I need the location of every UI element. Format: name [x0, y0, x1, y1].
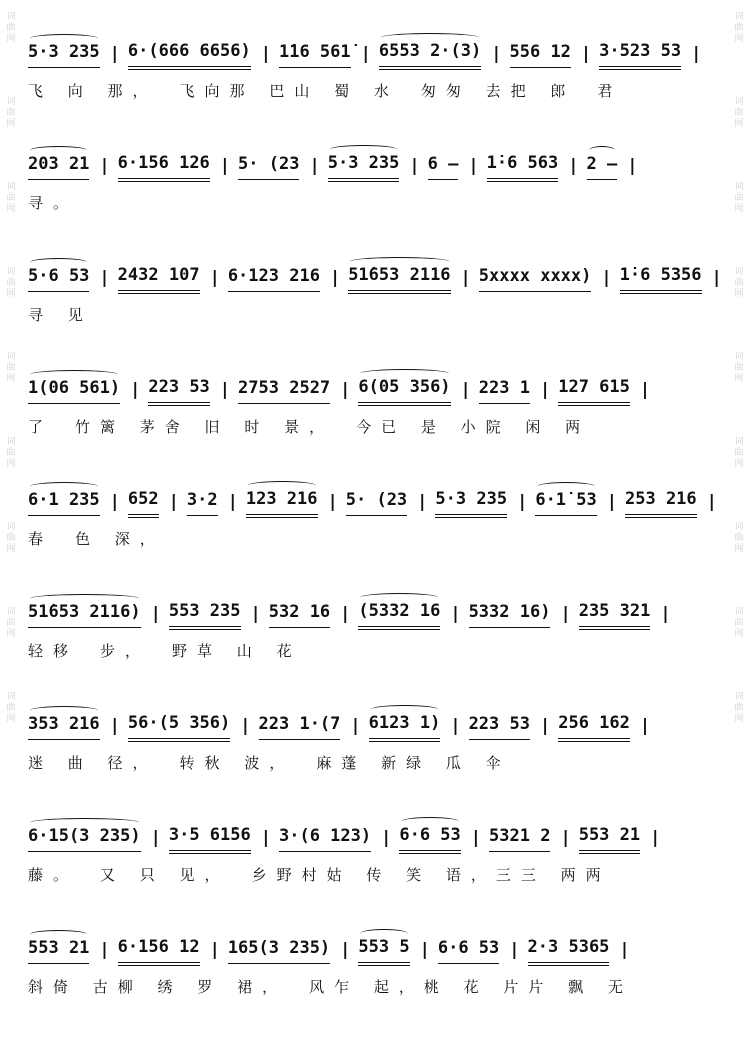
- watermark-char: 词: [6, 267, 16, 277]
- barline: |: [168, 492, 179, 512]
- barline: |: [340, 604, 351, 624]
- barline: |: [109, 44, 120, 64]
- watermark-char: 网: [734, 629, 744, 639]
- measure: 6·123 216: [228, 264, 320, 292]
- lyric-segment: 迷 曲 径，: [28, 754, 158, 772]
- notation-line: [28, 376, 720, 404]
- measure: 5·3 235: [435, 487, 507, 518]
- barline: |: [450, 604, 461, 624]
- barline: |: [460, 380, 471, 400]
- watermark-group: [6, 12, 15, 45]
- measure: 6(05 356): [358, 375, 450, 406]
- measure: (5332 16: [358, 599, 440, 630]
- barline: |: [309, 156, 320, 176]
- measure: 223 53: [469, 712, 530, 740]
- watermark-group: [6, 437, 15, 470]
- watermark-char: 网: [6, 119, 16, 129]
- measure: 5· (23: [238, 152, 299, 180]
- barline: |: [350, 716, 361, 736]
- notation-line: [28, 824, 720, 852]
- watermark-char: 曲: [6, 363, 16, 373]
- watermark-group: [734, 12, 743, 45]
- barline: |: [706, 492, 717, 512]
- barline: |: [109, 492, 120, 512]
- lyrics-line: [28, 528, 720, 552]
- measure: 5332 16): [469, 600, 551, 628]
- lyric-segment: 斜倚 古柳 绣 罗 裙，: [28, 978, 288, 996]
- measure: 556 12: [510, 40, 571, 68]
- watermark-char: 网: [6, 459, 16, 469]
- lyrics-line: [28, 416, 720, 440]
- barline: |: [99, 156, 110, 176]
- lyrics-line: [28, 864, 720, 888]
- barline: |: [560, 604, 571, 624]
- barline: |: [99, 940, 110, 960]
- watermark-group: [734, 352, 743, 385]
- barline: |: [360, 44, 371, 64]
- barline: |: [517, 492, 528, 512]
- measure: 553 21: [28, 936, 89, 964]
- watermark-char: 曲: [6, 618, 16, 628]
- watermark-group: [6, 352, 15, 385]
- barline: |: [568, 156, 579, 176]
- watermark-char: 曲: [734, 703, 744, 713]
- notation-line: [28, 712, 720, 740]
- measure: 223 53: [148, 375, 209, 406]
- measure: 1(06 561): [28, 376, 120, 404]
- notation-line: [28, 152, 720, 180]
- measure: 2753 2527: [238, 376, 330, 404]
- barline: |: [470, 828, 482, 848]
- notation-line: [28, 600, 720, 628]
- watermark-char: 曲: [6, 533, 16, 543]
- watermark-char: 词: [6, 522, 16, 532]
- watermark-char: 曲: [6, 703, 16, 713]
- barline: |: [340, 380, 351, 400]
- measure: 6·6 53: [399, 823, 460, 854]
- barline: |: [491, 44, 502, 64]
- lyric-segment: 飞向那 巴山 蜀 水: [179, 82, 399, 100]
- barline: |: [109, 716, 120, 736]
- measure: 235 321: [579, 599, 651, 630]
- watermark-char: 曲: [734, 278, 744, 288]
- measure: 5xxxx xxxx): [479, 264, 592, 292]
- measure: 2 –: [587, 152, 618, 180]
- watermark-char: 词: [734, 12, 744, 22]
- watermark-char: 词: [734, 182, 744, 192]
- barline: |: [240, 716, 251, 736]
- watermark-group: [6, 182, 15, 215]
- barline: |: [460, 268, 471, 288]
- watermark-right: [728, 0, 750, 1025]
- lyric-segment: 春: [28, 530, 54, 548]
- watermark-char: 词: [734, 267, 744, 277]
- measure: 3·5 61̇56: [169, 823, 251, 854]
- lyrics-line: [28, 304, 720, 328]
- lyric-segment: 步，: [100, 642, 151, 660]
- watermark-group: [734, 607, 743, 640]
- measure: 127 615: [558, 375, 630, 406]
- watermark-char: 词: [6, 182, 16, 192]
- score-system: [28, 264, 720, 364]
- lyrics-line: [28, 752, 720, 776]
- measure: 2432 107: [118, 263, 200, 294]
- barline: |: [450, 716, 461, 736]
- lyric-segment: 麻蓬 新绿 瓜 伞: [316, 754, 511, 772]
- watermark-char: 词: [6, 437, 16, 447]
- score-system: [28, 376, 720, 476]
- measure: 123 216: [246, 487, 318, 518]
- notation-line: [28, 40, 720, 68]
- measure: 532 16: [269, 600, 330, 628]
- measure: 6·6 53: [438, 936, 499, 964]
- watermark-char: 网: [734, 459, 744, 469]
- watermark-char: 网: [734, 289, 744, 299]
- watermark-char: 词: [734, 97, 744, 107]
- measure: 5·6 53: [28, 264, 89, 292]
- lyrics-line: [28, 80, 720, 104]
- measure: 6·1̇ 53: [535, 488, 596, 516]
- measure: 1̇·6 5356: [620, 263, 702, 294]
- measure: 6·15(3 235): [28, 824, 141, 852]
- barline: |: [639, 380, 651, 400]
- barline: |: [250, 604, 261, 624]
- lyric-segment: 藤。: [28, 866, 79, 884]
- watermark-group: [6, 607, 15, 640]
- watermark-group: [734, 692, 743, 725]
- measure: 256 162: [558, 711, 630, 742]
- watermark-char: 曲: [6, 278, 16, 288]
- notation-line: [28, 936, 720, 964]
- watermark-char: 词: [734, 352, 744, 362]
- barline: |: [691, 44, 702, 64]
- barline: |: [417, 492, 428, 512]
- barline: |: [539, 380, 551, 400]
- watermark-group: [734, 267, 743, 300]
- measure: 553 235: [169, 599, 241, 630]
- barline: |: [650, 828, 661, 848]
- measure: 3·(6 123): [279, 824, 371, 852]
- notation-line: [28, 488, 720, 516]
- watermark-char: 曲: [734, 618, 744, 628]
- score-system: [28, 936, 720, 1036]
- measure: 5·3 235: [28, 40, 100, 68]
- watermark-char: 网: [6, 374, 16, 384]
- barline: |: [130, 380, 141, 400]
- watermark-char: 网: [734, 34, 744, 44]
- barline: |: [409, 156, 420, 176]
- barline: |: [601, 268, 612, 288]
- watermark-char: 曲: [6, 23, 16, 33]
- measure: 5·3 235: [328, 151, 400, 182]
- measure: 5321 2: [489, 824, 550, 852]
- watermark-char: 网: [734, 714, 744, 724]
- watermark-char: 网: [734, 119, 744, 129]
- measure: 6553 2·(3): [379, 39, 481, 70]
- measure: 1̇16 561̇: [279, 40, 351, 68]
- measure: 223 1: [479, 376, 530, 404]
- barline: |: [327, 492, 338, 512]
- measure: 553 21: [579, 823, 640, 854]
- barline: |: [660, 604, 671, 624]
- barline: |: [639, 716, 651, 736]
- measure: 56·(5 356): [128, 711, 230, 742]
- watermark-char: 曲: [6, 193, 16, 203]
- watermark-group: [6, 522, 15, 555]
- lyric-segment: 轻移: [28, 642, 79, 660]
- barline: |: [340, 940, 351, 960]
- watermark-char: 词: [6, 607, 16, 617]
- watermark-group: [6, 267, 15, 300]
- measure: 51̇653 2116: [348, 263, 450, 294]
- lyric-segment: 风乍 起，桃 花 片片 飘 无: [309, 978, 633, 996]
- watermark-char: 词: [6, 97, 16, 107]
- lyric-segment: 野草 山 花: [172, 642, 302, 660]
- lyric-segment: 竹篱 茅舍 旧 时 景，: [75, 418, 335, 436]
- score-system: [28, 488, 720, 588]
- measure: 652: [128, 487, 159, 518]
- watermark-char: 网: [6, 34, 16, 44]
- lyrics-line: [28, 640, 720, 664]
- lyric-segment: 转秋 波，: [179, 754, 295, 772]
- lyrics-line: [28, 192, 720, 216]
- watermark-char: 网: [734, 374, 744, 384]
- watermark-char: 词: [6, 12, 16, 22]
- barline: |: [219, 380, 231, 400]
- lyric-segment: 了: [28, 418, 54, 436]
- lyric-segment: 今已 是 小院 闲 两: [356, 418, 591, 436]
- watermark-char: 网: [6, 204, 16, 214]
- measure: 553 5: [358, 935, 409, 966]
- barline: |: [619, 940, 630, 960]
- lyric-segment: 寻。: [28, 194, 79, 212]
- score-system: [28, 824, 720, 924]
- watermark-char: 曲: [6, 108, 16, 118]
- measure: 5· (23: [346, 488, 407, 516]
- watermark-char: 网: [734, 204, 744, 214]
- watermark-group: [6, 97, 15, 130]
- barline: |: [209, 268, 220, 288]
- watermark-group: [734, 182, 743, 215]
- barline: |: [606, 492, 617, 512]
- barline: |: [468, 156, 479, 176]
- watermark-char: 网: [6, 289, 16, 299]
- measure: 6 –: [428, 152, 459, 180]
- barline: |: [150, 604, 161, 624]
- measure: 353 216: [28, 712, 100, 740]
- lyric-segment: 寻 见: [28, 306, 93, 324]
- lyric-segment: 又 只 见，: [100, 866, 230, 884]
- watermark-char: 曲: [6, 448, 16, 458]
- watermark-char: 网: [6, 544, 16, 554]
- score-system: [28, 152, 720, 252]
- measure: 6·156 126: [118, 151, 210, 182]
- score-system: [28, 712, 720, 812]
- watermark-char: 曲: [734, 193, 744, 203]
- watermark-char: 网: [6, 714, 16, 724]
- watermark-char: 网: [734, 544, 744, 554]
- barline: |: [560, 828, 571, 848]
- lyric-segment: 君: [597, 82, 623, 100]
- lyric-segment: 色 深，: [75, 530, 165, 548]
- lyric-segment: 乡野村姑 传 笑 语，三三 两两: [251, 866, 611, 884]
- watermark-char: 词: [734, 437, 744, 447]
- barline: |: [260, 828, 271, 848]
- barline: |: [509, 940, 520, 960]
- watermark-char: 曲: [734, 23, 744, 33]
- barline: |: [227, 492, 238, 512]
- notation-line: [28, 264, 720, 292]
- barline: |: [419, 940, 430, 960]
- measure: 165(3 235): [228, 936, 330, 964]
- watermark-group: [734, 437, 743, 470]
- watermark-char: 曲: [734, 363, 744, 373]
- barline: |: [219, 156, 231, 176]
- measure: 1̇·6 563: [487, 151, 559, 182]
- watermark-left: [0, 0, 22, 1025]
- measure: 223 1·(7: [259, 712, 341, 740]
- watermark-group: [734, 522, 743, 555]
- lyric-segment: 匆匆 去把 郎: [420, 82, 576, 100]
- measure: 3·2: [187, 488, 218, 516]
- watermark-group: [734, 97, 743, 130]
- score-system: [28, 600, 720, 700]
- barline: |: [381, 828, 392, 848]
- watermark-char: 词: [6, 692, 16, 702]
- measure: 6123 1): [369, 711, 441, 742]
- watermark-char: 词: [734, 607, 744, 617]
- measure: 6·(666 6656): [128, 39, 251, 70]
- measure: 2·3 5365: [528, 935, 610, 966]
- watermark-char: 曲: [734, 448, 744, 458]
- watermark-char: 曲: [734, 108, 744, 118]
- measure: 253 216: [625, 487, 697, 518]
- barline: |: [711, 268, 722, 288]
- watermark-char: 词: [6, 352, 16, 362]
- barline: |: [627, 156, 638, 176]
- barline: |: [150, 828, 161, 848]
- watermark-char: 词: [734, 522, 744, 532]
- lyric-segment: 飞 向 那，: [28, 82, 158, 100]
- measure: 6·156 12: [118, 935, 200, 966]
- measure: 3·523 53: [599, 39, 681, 70]
- measure: 6·1 235: [28, 488, 100, 516]
- watermark-group: [6, 692, 15, 725]
- watermark-char: 曲: [734, 533, 744, 543]
- watermark-char: 词: [734, 692, 744, 702]
- barline: |: [539, 716, 551, 736]
- score-sheet: [28, 40, 720, 1048]
- barline: |: [329, 268, 341, 288]
- barline: |: [99, 268, 110, 288]
- barline: |: [209, 940, 220, 960]
- watermark-char: 网: [6, 629, 16, 639]
- lyrics-line: [28, 976, 720, 1000]
- barline: |: [580, 44, 592, 64]
- measure: 203 21: [28, 152, 89, 180]
- barline: |: [260, 44, 271, 64]
- measure: 51̇653 2116): [28, 600, 141, 628]
- score-system: [28, 40, 720, 140]
